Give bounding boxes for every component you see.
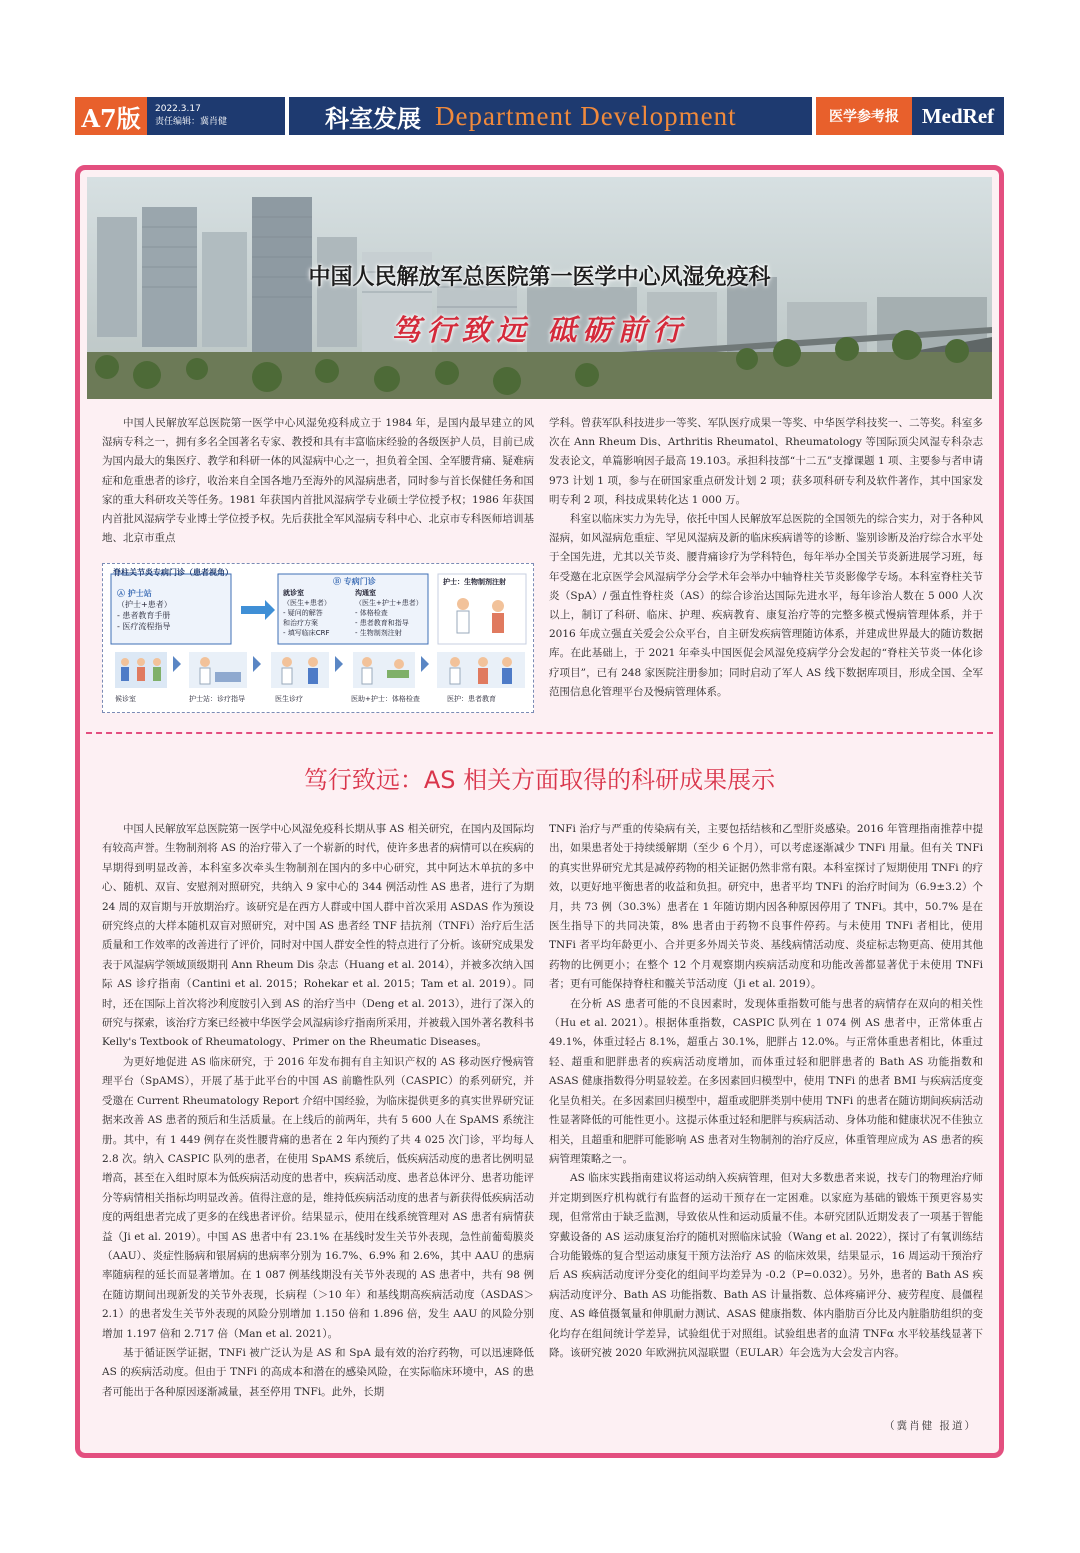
comm-item: - 体格检查 [355,609,388,617]
step-a-item: - 医疗流程指导 [117,622,171,631]
diagram-caption: 候诊室 [115,695,136,703]
body-right-column [549,820,983,1363]
hospital-hero-image [87,177,992,399]
edition-label: A7版 [75,97,147,135]
hero-title: 中国人民解放军总医院第一医学中心风湿免疫科 [308,265,771,290]
step-a-title: 护士站 [127,589,152,598]
step-b-title: 专病门诊 [343,577,376,586]
issue-meta [147,97,285,135]
diagram-subtitle-text: （患者视角） [185,568,233,577]
diagram-panel-title [113,567,233,578]
article-frame [75,165,1004,1458]
doctor-item: - 填写临床CRF [283,629,330,637]
comm-item: - 生物制剂注射 [355,629,402,637]
nurse-station-box [117,588,227,632]
nurse-injection-title: 护士：生物制剂注射 [443,578,506,586]
step-a-badge: Ⓐ [117,589,128,598]
body-left-paragraph: 基于循证医学证据，TNFi 被广泛认为是 AS 和 SpA 最有效的治疗药物，可以迅速降低 AS 的疾病活动度。但由于 TNFi 的高成本和潜在的感染风险，在实际临床环境中，AS 的患者可能出于各种原因逐渐减量，甚至停用 TNFi。此外，长期 [102,1346,534,1398]
intro-right-column [549,414,983,702]
intro-left-paragraph: 中国人民解放军总医院第一医学中心风湿免疫科成立于 1984 年，是国内最早建立的风湿病专科之一，拥有多名全国著名专家、教授和具有丰富临床经验的各级医护人员，目前已成为国内最大的集医疗、教学和科研一体的风湿病中心之一，担负着全国、全军腰背痛、疑难病症和危重患者的诊疗，收治来自全国各地乃至海外的风湿病患者，同时参与首长保健任务和国家的重大科研攻关等任务。1981 年获国内首批风湿病学专业硕士学位授予权；1986 年获国内首批风湿病学专业博士学位授予权。先后获批全军风湿病专科中心、北京市专科医师培训基地、北京市重点 [102,417,534,545]
doctor-col-sub: （医生+患者） [283,599,331,607]
step-b-title-row [333,576,376,587]
hero-slogan: 笃行致远 砥砺前行 [391,313,688,347]
intro-left-column [102,414,534,548]
diagram-caption: 护士站：诊疗指导 [189,695,245,703]
section-header [289,97,812,135]
issue-date: 2022.3.17 [155,104,201,114]
doctor-room-box [283,588,353,638]
comm-col-sub: （医生+护士+患者） [355,599,423,607]
doctor-item: - 疑问的解答 [283,609,323,617]
diagram-caption: 医助+护士：体格检查 [351,695,420,703]
article-byline: （冀肖健 报道） [884,1420,977,1432]
diagram-caption: 医生诊疗 [275,695,303,703]
section-divider [86,732,993,734]
step-a-sub: （护士+患者） [117,600,172,609]
intro-right-paragraph: 科室以临床实力为先导，依托中国人民解放军总医院的全国领先的综合实力，对于各种风湿病，如风湿病危重症、罕见风湿病及新的临床疾病谱等的诊断、鉴别诊断及治疗综合水平处于全国先进，尤其以关节炎、腰背痛诊疗为学科特色，每年举办全国关节炎新进展学习班，每年受邀在北京医学会风湿病学分会学术年会举办中轴脊柱关节炎影像学专场。本科室脊柱关节炎（SpA）/ 强直性脊柱炎（AS）的综合诊治达国际先进水平，每年诊治人数在 5 000 人次以上，制订了科研、临床、护理、疾病教育、康复治疗等的完整多模式慢病管理体系，并于 2016 年成立强直关爱会公众平台，自主研发疾病管理随访体系，并建成世界最大的随访数据库。在此基础上，于 2021 年牵头中国医促会风湿免疫病学分会发起的“脊柱关节炎一体化诊疗项目”，已有 248 家医院注册参加；同时启动了军人 AS 线下数据库项目，形成全国、全军范围信息化管理平台及慢病管理体系。 [549,513,983,698]
body-right-paragraph: TNFi 治疗与严重的传染病有关，主要包括结核和乙型肝炎感染。2016 年管理指南推荐中提出，如果患者处于持续缓解期（至少 6 个月），可以考虑逐渐减少 TNFi 用量。但有关 TNFi 的真实世界研究尤其是减停药物的相关证据仍然非常有限。本科室探讨了短期使用 TNFi 的疗效，以更好地平衡患者的收益和负担。研究中，患者平均 TNFi 的治疗时间为（6.9±3.2）个月，共 73 例（30.3%）患者在 1 年随访期内因各种原因停用了 TNFi。其中，50.7% 是在医生指导下的共同决策，8% 患者由于药物不良事件停药。与未使用 TNFi 者相比，使用 TNFi 者平均年龄更小、合并更多外周关节炎、基线病情活动度、炎症标志物更高、使用其他药物的比例更小；在整个 12 个月观察期内疾病活动度和功能改善都显著优于未使用 TNFi 者；更有可能保持脊柱和髋关节活动度（Ji et al. 2019）。 [549,823,983,991]
issue-editor: 责任编辑：冀肖健 [155,117,228,127]
intro-right-paragraph: 学科。曾获军队科技进步一等奖、军队医疗成果一等奖、中华医学科技奖一、二等奖。科室多次在 Ann Rheum Dis、Arthritis Rheumatol、Rheumatology 等国际顶尖风湿专科杂志发表论文，单篇影响因子最高 19.103。承担科技部“十二五”支撑课题 1 项、主要参与者申请 973 计划 1 项，参与在研国家重点研发计划 2 项；获多项科研专利及软件著作，其中国家发明专利 2 项，科技成果转化达 1 000 万。 [549,417,983,506]
doctor-col-title: 就诊室 [283,589,304,597]
comm-col-title: 沟通室 [355,589,376,597]
body-right-paragraph: AS 临床实践指南建议将运动纳入疾病管理，但对大多数患者来说，找专门的物理治疗师并定期到医疗机构就行有监督的运动干预存在一定困难。以家庭为基础的锻炼干预更容易实现，但常常由于缺乏监测，导致依从性和运动质量不佳。本研究团队近期发表了一项基于智能穿戴设备的 AS 运动康复治疗的随机对照临床试验（Wang et al. 2022），探讨了有氧训练结合功能锻炼的复合型运动康复干预方法治疗 AS 的临床效果，结果显示，16 周运动干预治疗后 AS 疾病活动度评分变化的组间平均差异为 -0.2（P=0.032）。另外，患者的 Bath AS 疾病活动度评分、Bath AS 功能指数、Bath AS 计量指数、总体疼痛评分、疲劳程度、晨僵程度、AS 峰值摄氧量和伸肌耐力测试、ASAS 健康指数、体内脂肪百分比及内脏脂肪组织的变化均存在组间统计学差异，试验组优于对照组。试验组患者的血清 TNFα 水平较基线显著下降。该研究被 2020 年欧洲抗风湿联盟（EULAR）年会选为大会发言内容。 [549,1172,983,1359]
communication-room-box [355,588,427,638]
body-right-paragraph: 在分析 AS 患者可能的不良因素时，发现体重指数可能与患者的病情存在双向的相关性（Hu et al. 2021）。根据体重指数，CASPIC 队列在 1 074 例 AS 患者中，正常体重占 49.1%，体重过轻占 8.1%，超重占 30.1%，肥胖占 12.0%。与正常体重患者相比，体重过轻、超重和肥胖患者的疾病活动度增加，而体重过轻和肥胖患者的 Bath AS 功能指数和 ASAS 健康指数得分明显较差。在多因素回归模型中，使用 TNFi 的患者 BMI 与疾病活度变化呈负相关。在多因素回归模型中，超重或肥胖类别中使用 TNFi 的患者在随访期间疾病活动性显著降低的可能性更小。这提示体重过轻和肥胖与疾病活动、身体功能和健康状况不佳独立相关，且超重和肥胖可能影响 AS 患者对生物制剂的治疗反应，体重管理应成为 AS 患者的疾病管理策略之一。 [549,997,983,1165]
section-name-en: Department Development [435,100,737,131]
brand-name: 医学参考报 [816,97,912,135]
diagram-caption: 医护：患者教育 [447,695,496,703]
body-left-paragraph: 中国人民解放军总医院第一医学中心风湿免疫科长期从事 AS 相关研究，在国内及国际均有较高声誉。生物制剂将 AS 的治疗带入了一个崭新的时代，使许多患者的病情可以在疾病的早期得到明显改善，本科室多次牵头生物制剂在国内的多中心研究，其中阿达木单抗的多中心、随机、双盲、安慰剂对照研究，共纳入 9 家中心的 344 例活动性 AS 患者，进行了为期 24 周的双盲期与开放期治疗。该研究是在西方人群或中国人群中首次采用 ASDAS 作为预设研究终点的大样本随机双盲对照研究，对中国 AS 患者经 TNF 拮抗剂（TNFi）治疗后生活质量和工作效率的改善进行了评价，同时对中国人群安全性的特点进行了分析。该研究成果发表于风湿病学领域顶级期刊 Ann Rheum Dis 杂志（Huang et al. 2014），并被多次纳入国际 AS 诊疗指南（Cantini et al. 2015；Rohekar et al. 2015；Tam et al. 2019）。同时，还在国际上首次将沙利度胺引入到 AS 的治疗当中（Deng et al. 2013），进行了深入的研究与探索，该治疗方案已经被中华医学会风湿病诊疗指南所采用，并被载入国外著名教科书 Kelly's Textbook of Rheumatology、Primer on the Rheumatic Diseases。 [102,823,534,1049]
comm-item: - 患者教育和指导 [355,619,409,627]
doctor-item: 和治疗方案 [283,619,318,627]
step-b-badge: Ⓑ [333,577,344,586]
brand-name-en: MedRef [912,97,1004,135]
clinic-workflow-diagram [102,563,534,713]
section-title: 笃行致远：AS 相关方面取得的科研成果展示 [303,766,776,794]
body-left-column [102,820,534,1402]
masthead [75,97,1004,135]
diagram-title-text: 脊柱关节炎专病门诊 [113,568,185,577]
section-name-cn: 科室发展 [325,103,421,133]
step-a-item: - 患者教育手册 [117,611,171,620]
body-left-paragraph: 为更好地促进 AS 临床研究，于 2016 年发布拥有自主知识产权的 AS 移动医疗慢病管理平台（SpAMS），开展了基于此平台的中国 AS 前瞻性队列（CASPIC）的系列研究，并受邀在 Current Rheumatology Report 介绍中国经验，为临床提供更多的真实世界研究证据来改善 AS 患者的预后和生活质量。在上线后的前两年，共有 5 600 人在 SpAMS 系统注册。其中，有 1 449 例存在炎性腰背痛的患者在 2 年内预约了共 4 025 次门诊，平均每人 2.8 次。纳入 CASPIC 队列的患者，在使用 SpAMS 系统后，低疾病活动度的患者比例明显增高，甚至在入组时原本为低疾病活动度的患者中，疾病活动度、患者总体评分、患者功能评分等病情相关指标均明显改善。值得注意的是，维持低疾病活动度的患者与新获得低疾病活动度的两组患者完成了更多的在线患者评价。结果显示，使用在线系统管理对 AS 患者有病情获益（Ji et al. 2019）。中国 AS 患者中有 23.1% 在基线时发生关节外表现，急性前葡萄膜炎（AAU）、炎症性肠病和银屑病的患病率分别为 16.7%、6.9% 和 2.6%，其中 AAU 的患病率随病程的延长而显著增加。在 1 087 例基线期没有关节外表现的 AS 患者中，共有 98 例在随访期间出现新发的关节外表现，长病程（＞10 年）和基线期高疾病活动度（ASDAS＞2.1）的患者发生关节外表现的风险分别增加 1.150 倍和 1.896 倍，发生 AAU 的风险分别增加 1.197 倍和 2.717 倍（Man et al. 2021）。 [102,1055,534,1340]
